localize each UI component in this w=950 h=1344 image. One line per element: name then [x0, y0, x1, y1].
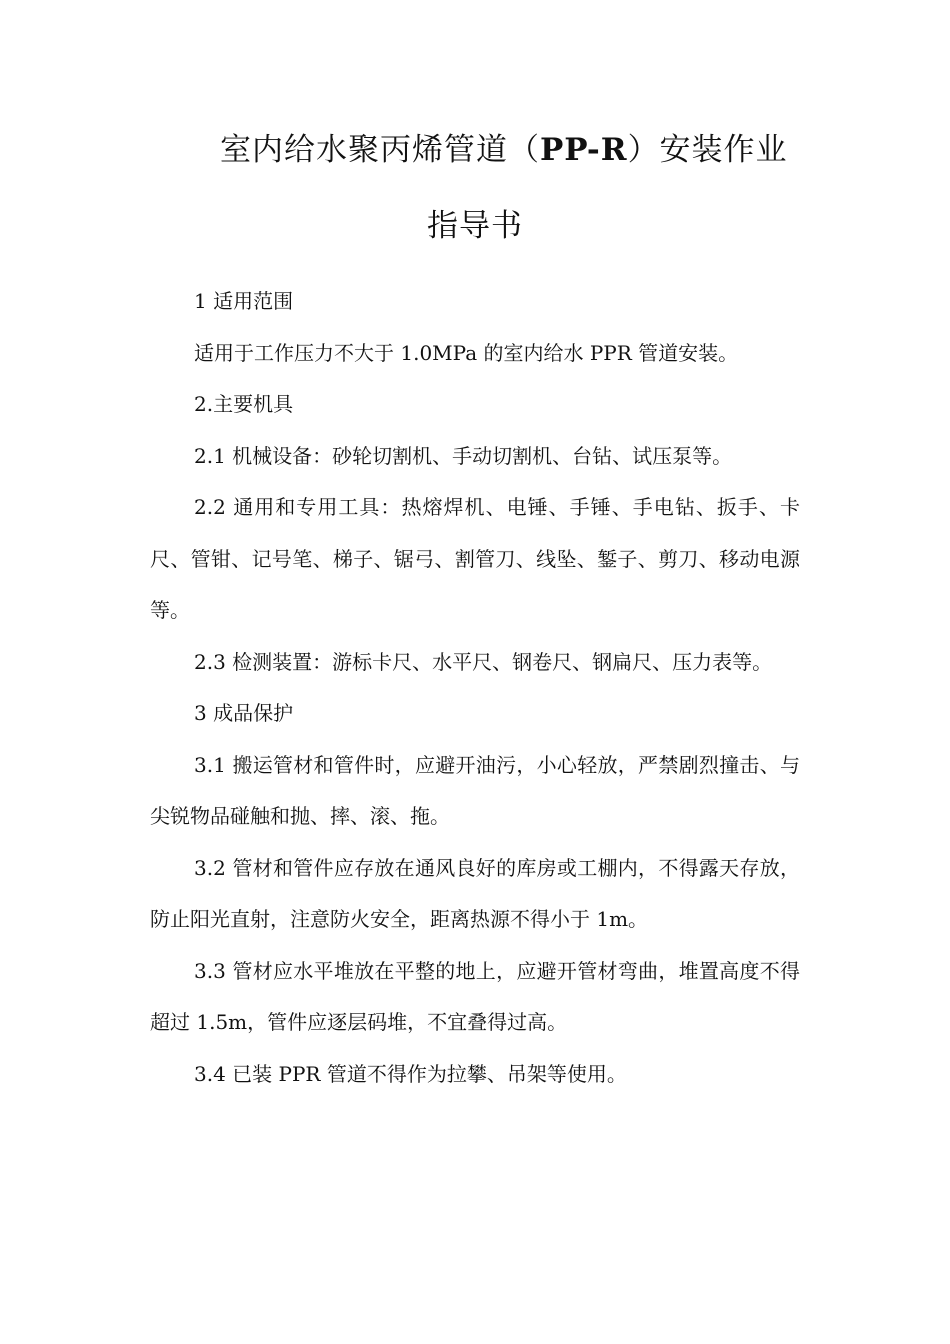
- body-paragraph: 2.1 机械设备：砂轮切割机、手动切割机、台钻、试压泵等。: [194, 443, 733, 468]
- title-text-suffix: ）安装作业: [627, 132, 788, 168]
- body-paragraph: 2.2 通用和专用工具：热熔焊机、电锤、手锤、手电钻、扳手、卡尺、管钳、记号笔、梯子、锯弓、割管刀、线坠、錾子、剪刀、移动电源等。: [150, 495, 800, 622]
- section-heading: 3 成品保护: [194, 701, 294, 725]
- document-title-line-1: [220, 124, 800, 169]
- body-paragraph: 2.3 检测装置：游标卡尺、水平尺、钢卷尺、钢扁尺、压力表等。: [194, 649, 773, 674]
- body-paragraph: 适用于工作压力不大于 1.0MPa 的室内给水 PPR 管道安装。: [194, 340, 739, 365]
- title-text-prefix: 室内给水聚丙烯管道（: [220, 132, 540, 168]
- body-paragraph: 3.3 管材应水平堆放在平整的地上，应避开管材弯曲，堆置高度不得超过 1.5m，管件应逐层码堆，不宜叠得过高。: [150, 958, 800, 1034]
- body-paragraph: 3.2 管材和管件应存放在通风良好的库房或工棚内，不得露天存放，防止阳光直射，注意防火安全，距离热源不得小于 1m。: [150, 855, 800, 931]
- body-paragraph: 3.4 已装 PPR 管道不得作为拉攀、吊架等使用。: [194, 1061, 627, 1086]
- body-paragraph: 3.1 搬运管材和管件时，应避开油污，小心轻放，严禁剧烈撞击、与尖锐物品碰触和抛、摔、滚、拖。: [150, 752, 800, 828]
- section-heading: 2.主要机具: [194, 392, 294, 416]
- section-heading: 1 适用范围: [194, 289, 294, 313]
- document-body: [150, 276, 800, 1100]
- document-title-line-2: 指导书: [427, 208, 523, 244]
- title-text-bold: PP-R: [540, 132, 628, 168]
